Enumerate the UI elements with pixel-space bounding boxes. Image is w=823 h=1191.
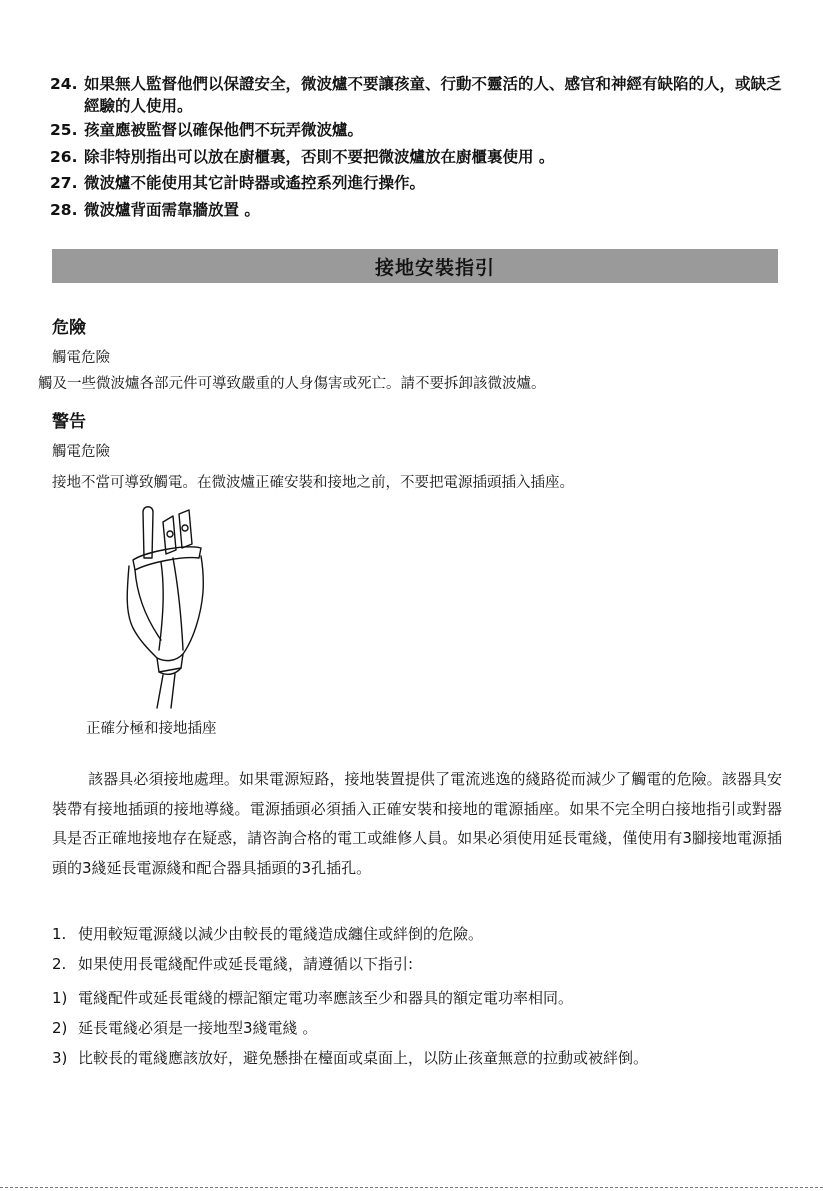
danger-subheading: 觸電危險: [52, 350, 110, 366]
numbered-item: [52, 953, 413, 974]
safety-list: [50, 74, 790, 221]
item-number: 25.: [50, 121, 78, 139]
item-text: 微波爐背面需靠牆放置 。: [84, 200, 260, 219]
item-text: 孩童應被監督以確保他們不玩弄微波爐。: [84, 121, 364, 139]
section-title: 接地安裝指引: [374, 256, 495, 279]
item-text: 延長電綫必須是一接地型3綫電綫 。: [78, 1019, 318, 1037]
figure-caption: 正確分極和接地插座: [86, 721, 217, 737]
item-number: 28.: [50, 200, 78, 219]
sub-item: [52, 987, 573, 1008]
item-text: 如果無人監督他們以保證安全，微波爐不要讓孩童、行動不靈活的人、感官和神經有缺陷的人，或缺乏經驗的人使用。: [84, 75, 782, 115]
grounding-paragraph: [52, 765, 782, 883]
paragraph-text: 該器具必須接地處理。如果電源短路，接地裝置提供了電流逃逸的綫路從而減少了觸電的危險。該器具安裝帶有接地插頭的接地導綫。電源插頭必須插入正確安裝和接地的電源插座。如果不完全明白接地指引或對器具是否正確地接地存在疑惑，請咨詢合格的電工或維修人員。如果必須使用延長電綫，僅使用有3腳接地電源插頭的3綫延長電源綫和配合器具插頭的3孔插孔。: [52, 770, 782, 877]
list-item: [50, 147, 790, 169]
warning-subheading: 觸電危險: [52, 444, 110, 460]
grounding-plug-icon: [105, 500, 225, 710]
danger-heading: 危險: [52, 318, 86, 338]
section-header: [52, 249, 778, 283]
sub-item: [52, 1017, 317, 1038]
list-item: [50, 74, 790, 117]
warning-text: 接地不當可導致觸電。在微波爐正確安裝和接地之前，不要把電源插頭插入插座。: [52, 475, 574, 491]
item-text: 比較長的電綫應該放好，避免懸掛在檯面或桌面上，以防止孩童無意的拉動或被絆倒。: [78, 1049, 649, 1067]
item-number: 26.: [50, 147, 78, 166]
page-edge-divider: [0, 1187, 823, 1188]
item-number: 3): [52, 1049, 68, 1067]
item-text: 電綫配件或延長電綫的標記額定電功率應該至少和器具的額定電功率相同。: [78, 989, 574, 1007]
list-item: [50, 173, 790, 195]
item-text: 使用較短電源綫以減少由較長的電綫造成纏住或絆倒的危險。: [78, 925, 484, 943]
item-number: 24.: [50, 75, 78, 93]
item-number: 27.: [50, 174, 78, 192]
item-text: 除非特別指出可以放在廚櫃裏，否則不要把微波爐放在廚櫃裏使用 。: [84, 147, 555, 166]
warning-heading: 警告: [52, 412, 86, 432]
item-number: 1): [52, 989, 68, 1007]
item-text: 微波爐不能使用其它計時器或遙控系列進行操作。: [84, 174, 426, 192]
item-number: 2.: [52, 955, 67, 973]
list-item: [50, 200, 790, 222]
item-number: 2): [52, 1019, 68, 1037]
sub-item: [52, 1047, 648, 1068]
item-text: 如果使用長電綫配件或延長電綫，請遵循以下指引:: [78, 955, 414, 973]
list-item: [50, 120, 790, 142]
numbered-item: [52, 923, 483, 944]
danger-text: 觸及一些微波爐各部元件可導致嚴重的人身傷害或死亡。請不要拆卸該微波爐。: [38, 376, 546, 392]
item-number: 1.: [52, 925, 67, 943]
